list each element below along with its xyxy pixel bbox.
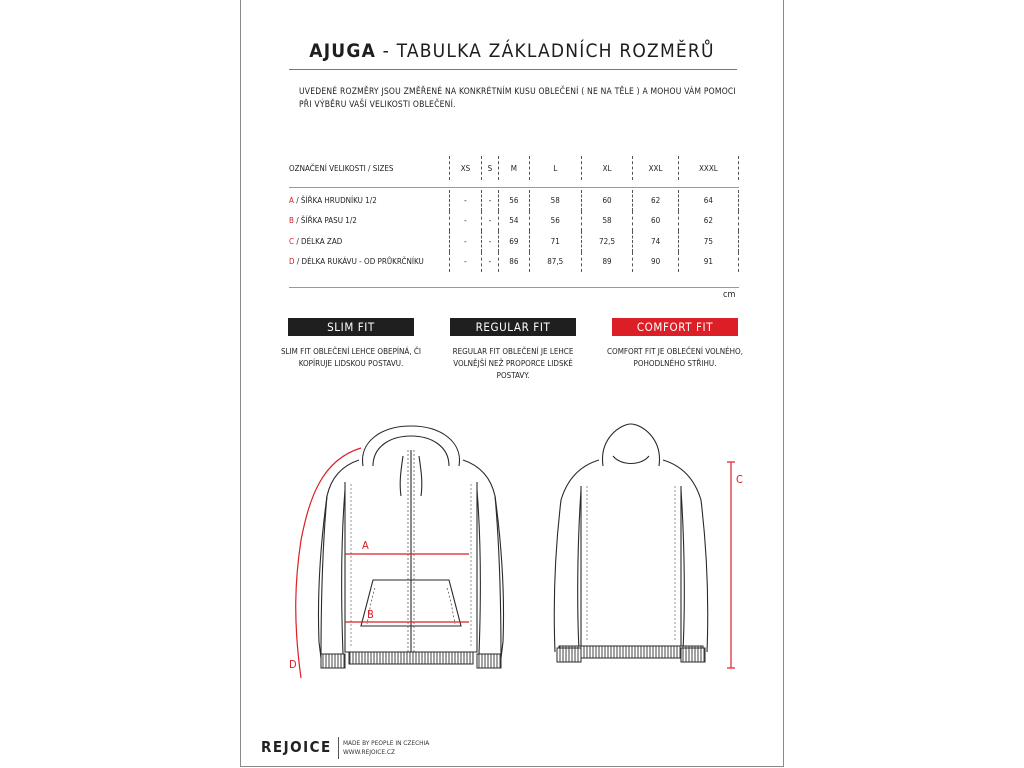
table-cell: 62 — [633, 190, 678, 211]
table-cell: - — [450, 252, 482, 273]
header-cell: XL — [581, 156, 633, 180]
comfort-fit-badge: COMFORT FIT — [612, 318, 738, 336]
measure-label-a: A — [362, 539, 369, 552]
table-cell: 60 — [581, 190, 633, 211]
measure-line-d — [296, 448, 361, 678]
row-code: D — [289, 257, 295, 267]
table-cell: 90 — [633, 252, 678, 273]
title-brand: AJUGA — [309, 40, 377, 62]
table-cell: - — [481, 190, 498, 211]
table-cell: 69 — [498, 231, 529, 252]
regular-fit-description: REGULAR FIT OBLEČENÍ JE LEHCE VOLNĚJŠÍ NEŽ PROPORCE LIDSKÉ POSTAVY. — [452, 347, 574, 380]
table-row — [289, 190, 739, 211]
hoodie-front-illustration — [318, 426, 503, 658]
rejoice-logo: REJOICE — [261, 738, 332, 756]
slim-fit-badge: SLIM FIT — [288, 318, 414, 336]
unit-label: cm — [723, 290, 736, 300]
table-cell: - — [481, 252, 498, 273]
table-cell: 56 — [498, 190, 529, 211]
measure-label-b: B — [367, 608, 374, 621]
header-cell: OZNAČENÍ VELIKOSTI / SIZES — [289, 163, 394, 173]
footer-text — [343, 739, 429, 757]
comfort-fit-description: COMFORT FIT JE OBLEČENÍ VOLNÉHO, POHODLNÉHO STŘIHU. — [607, 347, 743, 368]
footer-made-in: MADE BY PEOPLE IN CZECHIA — [343, 739, 430, 747]
table-separator — [289, 180, 739, 190]
table-row — [289, 211, 739, 232]
header-cell: XS — [450, 156, 482, 180]
table-row — [289, 252, 739, 273]
table-cell: 58 — [581, 211, 633, 232]
header-cell: S — [481, 156, 498, 180]
table-cell: 58 — [529, 190, 581, 211]
front-left-cuff — [321, 654, 345, 668]
row-label: / ŠÍŘKA PASU 1/2 — [293, 216, 357, 226]
table-cell: 89 — [581, 252, 633, 273]
header-cell: L — [529, 156, 581, 180]
row-code: B — [289, 216, 294, 226]
table-cell: - — [450, 211, 482, 232]
page-title — [241, 40, 783, 62]
header-cell: XXXL — [678, 156, 738, 180]
title-divider — [289, 69, 737, 70]
table-cell: - — [450, 231, 482, 252]
table-cell: 74 — [633, 231, 678, 252]
table-cell: 72,5 — [581, 231, 633, 252]
size-chart-sheet — [240, 0, 784, 767]
header-cell: XXL — [633, 156, 678, 180]
table-cell: 71 — [529, 231, 581, 252]
row-code: A — [289, 195, 294, 205]
size-table — [289, 156, 739, 272]
front-waistband — [349, 652, 473, 664]
intro-text: UVEDENÉ ROZMĚRY JSOU ZMĚŘENÉ NA KONKRÉTNÍM KUSU OBLEČENÍ ( NE NA TĚLE ) A MOHOU VÁM POMOCI PŘI VÝBĚRU VAŠÍ VELIKOSTI OBLEČENÍ. — [299, 87, 736, 110]
back-right-cuff — [681, 648, 705, 662]
hoodie-back-illustration — [554, 424, 708, 652]
table-cell: 64 — [678, 190, 738, 211]
table-cell: 56 — [529, 211, 581, 232]
table-cell: - — [450, 190, 482, 211]
row-label: / ŠÍŘKA HRUDNÍKU 1/2 — [293, 195, 377, 205]
row-code: C — [289, 236, 295, 246]
table-cell: 75 — [678, 231, 738, 252]
table-cell: 62 — [678, 211, 738, 232]
front-right-cuff — [477, 654, 501, 668]
measure-label-d: D — [289, 658, 297, 671]
regular-fit-badge: REGULAR FIT — [450, 318, 576, 336]
table-cell: 87,5 — [529, 252, 581, 273]
table-cell: - — [481, 211, 498, 232]
hoodie-technical-drawing — [241, 420, 783, 700]
measure-label-c: C — [736, 473, 743, 486]
slim-fit-description: SLIM FIT OBLEČENÍ LEHCE OBEPÍNÁ, ČI KOPÍRUJE LIDSKOU POSTAVU. — [280, 347, 422, 368]
header-cell: M — [498, 156, 529, 180]
footer-url: WWW.REJOICE.CZ — [343, 748, 395, 756]
row-label: / DÉLKA ZAD — [294, 236, 343, 246]
table-row — [289, 231, 739, 252]
table-bottom-rule — [289, 287, 739, 288]
table-cell: 54 — [498, 211, 529, 232]
table-cell: 86 — [498, 252, 529, 273]
footer-divider — [338, 737, 339, 759]
back-left-cuff — [557, 648, 581, 662]
table-cell: - — [481, 231, 498, 252]
row-label: / DÉLKA RUKÁVU - OD PRŮKRČNÍKU — [294, 257, 424, 267]
size-table-header — [289, 156, 739, 180]
table-cell: 60 — [633, 211, 678, 232]
table-cell: 91 — [678, 252, 738, 273]
title-text: - TABULKA ZÁKLADNÍCH ROZMĚRŮ — [376, 40, 715, 62]
